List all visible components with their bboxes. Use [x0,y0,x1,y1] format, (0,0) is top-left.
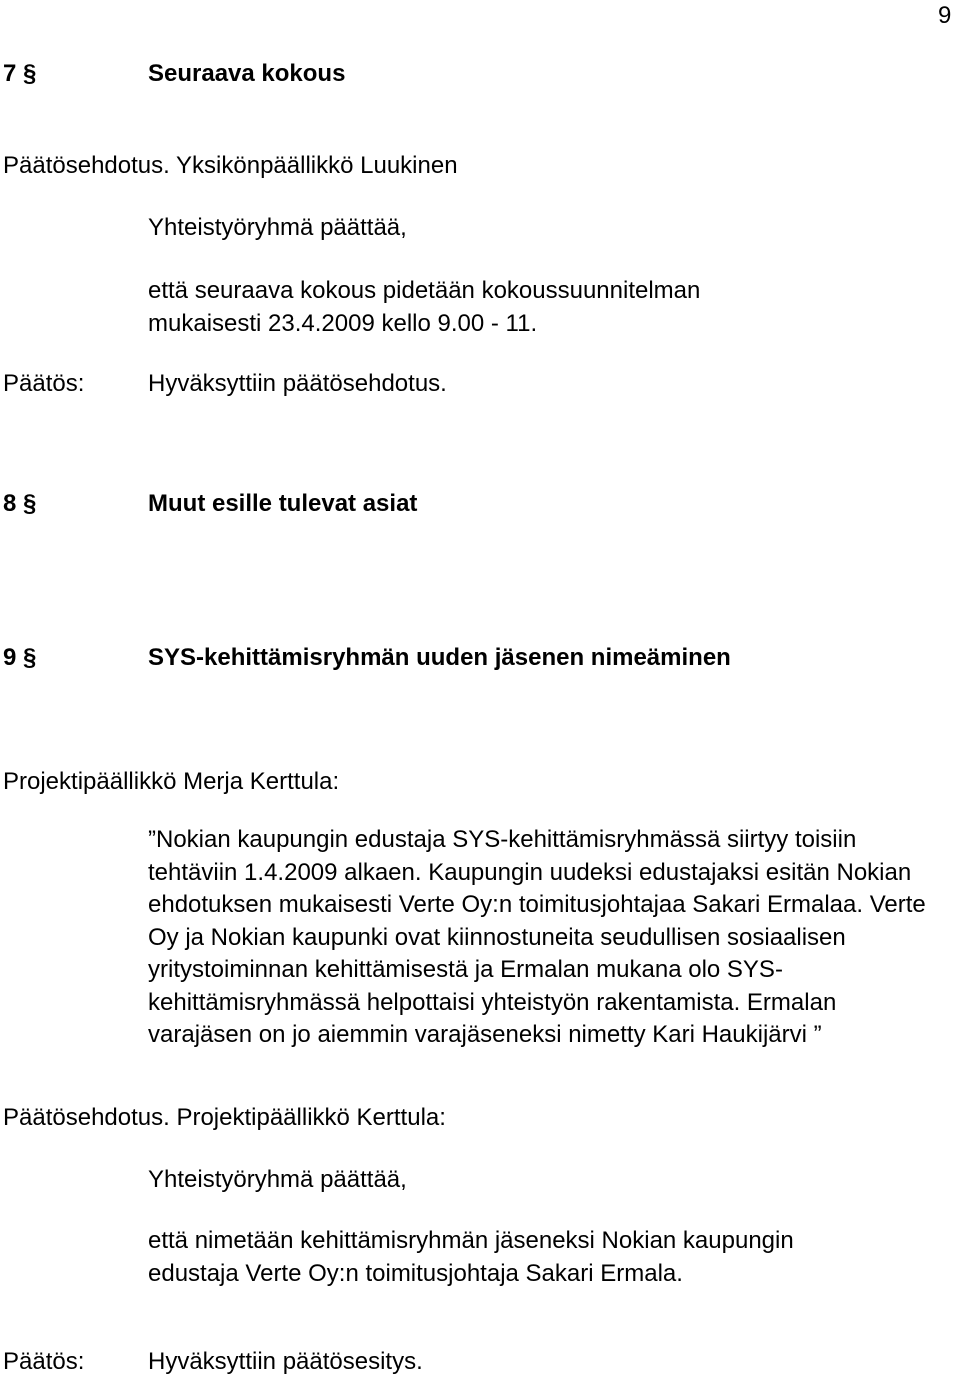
section-9-symbol: § [23,644,37,671]
section-9-decision-intro: Yhteistyöryhmä päättää, [148,1166,407,1193]
section-9-title: SYS-kehittämisryhmän uuden jäsenen nimeäminen [148,644,731,671]
section-8-title: Muut esille tulevat asiat [148,490,418,517]
section-7-title: Seuraava kokous [148,60,346,87]
section-7-proposal-label: Päätösehdotus. Yksikönpäällikkö Luukinen [3,152,458,179]
section-8-number: 8 [3,490,17,517]
section-7-verdict-text: Hyväksyttiin päätösehdotus. [148,370,447,397]
section-7-symbol: § [23,60,37,87]
section-7-number: 7 [3,60,17,87]
section-7-verdict-label: Päätös: [3,370,85,397]
section-9-verdict-text: Hyväksyttiin päätösesitys. [148,1348,423,1375]
section-7-decision-text: että seuraava kokous pidetään kokoussuunnitelman mukaisesti 23.4.2009 kello 9.00 - 11. [148,277,701,337]
section-9-speaker-label: Projektipäällikkö Merja Kerttula: [3,768,340,795]
section-7-decision-intro: Yhteistyöryhmä päättää, [148,214,407,241]
section-9-quote: ”Nokian kaupungin edustaja SYS-kehittämisryhmässä siirtyy toisiin tehtäviin 1.4.2009 alkaen. Kaupungin uudeksi edustajaksi esitän Nokian ehdotuksen mukaisesti Verte Oy:n toimitusjohtajaa Sakari Ermalaa. Verte Oy ja Nokian kaupunki ovat kiinnostuneita seudullisen sosiaalisen yritystoiminnan kehittämisestä ja Ermalan mukana olo SYS-kehittämisryhmässä helpottaisi yhteistyön rakentamista. Ermalan varajäsen on jo aiemmin varajäseneksi nimetty Kari Haukijärvi ” [148,826,926,1048]
section-9-decision-text: että nimetään kehittämisryhmän jäseneksi Nokian kaupungin edustaja Verte Oy:n toimitusjohtaja Sakari Ermala. [148,1227,794,1287]
page-number: 9 [938,2,952,29]
section-8-symbol: § [23,490,37,517]
section-9-proposal-label: Päätösehdotus. Projektipäällikkö Kerttula: [3,1104,446,1131]
section-9-verdict-label: Päätös: [3,1348,85,1375]
section-9-number: 9 [3,644,17,671]
